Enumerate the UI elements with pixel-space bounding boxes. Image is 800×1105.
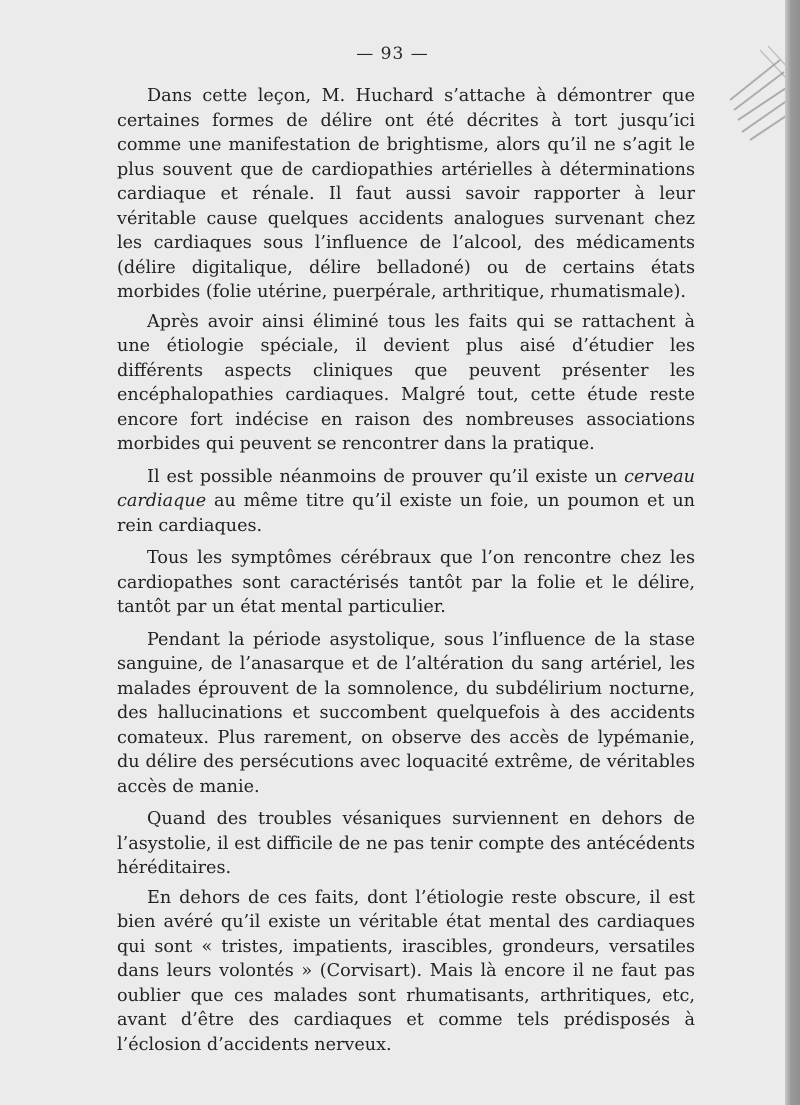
- page-edge: [785, 0, 800, 1105]
- paragraph-6: Quand des troubles vésaniques surviennent en dehors de l’asystolie, il est difficile de ne pas tenir compte des antécédents héréditaires.: [117, 809, 695, 878]
- paragraph-3: Il est possible néanmoins de prouver qu’il existe un cerveau cardiaque au même titre qu’il existe un foie, un poumon et un rein cardiaques.: [117, 466, 695, 536]
- paragraph-5: Pendant la période asystolique, sous l’influence de la stase sanguine, de l’anasarque et de l’altération du sang artériel, les malades éprouvent de la somnolence, du subdélirium nocturne, des hallucinations et succombent quelquefois à des accidents comateux. Plus rarement, on observe des accès de lypémanie, du délire des persécutions avec loquacité extrême, de véritables accès de manie.: [117, 629, 695, 797]
- paragraph-2: Après avoir ainsi éliminé tous les faits qui se rattachent à une étiologie spéciale, il devient plus aisé d’étudier les différents aspects cliniques que peuvent présenter les encéphalopathies cardiaques. Malgré tout, cette étude reste encore fort indécise en raison des nombreuses associations morbides qui peuvent se rencontrer dans la pratique.: [117, 311, 695, 454]
- paragraph-7: En dehors de ces faits, dont l’étiologie reste obscure, il est bien avéré qu’il existe un véritable état mental des cardiaques qui sont « tristes, impatients, irascibles, grondeurs, versatiles dans leurs volontés » (Corvisart). Mais là encore il ne faut pas oublier que ces malades sont rhumatisants, arthritiques, etc, avant d’être des cardiaques et comme tels prédisposés à l’éclosion d’accidents nerveux.: [117, 887, 695, 1055]
- paragraph-1: Dans cette leçon, M. Huchard s’attache à démontrer que certaines formes de délire ont été décrites à tort jusqu’ici comme une manifestation de brightisme, alors qu’il ne s’agit le plus souvent que de cardiopathies artérielles à déterminations cardiaque et rénale. Il faut aussi savoir rapporter à leur véritable cause quelques accidents analogues survenant chez les cardiaques sous l’influence de l’alcool, des médicaments (délire digitalique, délire belladoné) ou de certains états morbides (folie utérine, puerpérale, arthritique, rhumatismale).: [117, 86, 695, 302]
- page-number: — 93 —: [356, 44, 429, 64]
- paragraph-4: Tous les symptômes cérébraux que l’on rencontre chez les cardiopathes sont caractérisés tantôt par la folie et le délire, tantôt par un état mental particulier.: [117, 548, 695, 617]
- body-text: [117, 84, 695, 1057]
- italic-term: cerveau cardiaque: [117, 466, 695, 511]
